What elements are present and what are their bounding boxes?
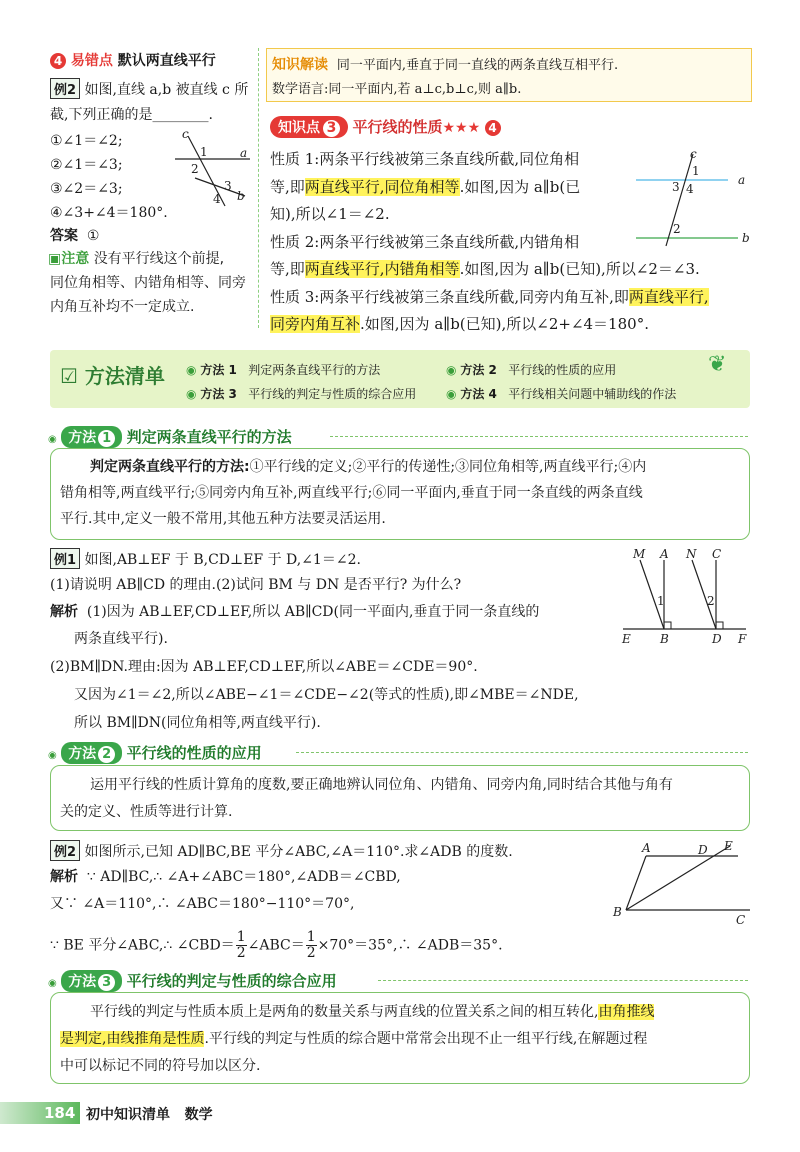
method1-line2: 错角相等,两直线平行;⑤同旁内角互补,两直线平行;⑥同一平面内,垂直于同一条直线的两条直线 [60,485,643,501]
note-line-1 [48,248,224,268]
highlight: 由角推线 [598,1004,655,1020]
method1-title: 判定两条直线平行的方法 [126,428,292,446]
label-c: C [712,547,722,561]
figure-parallel-property [628,148,758,248]
t: ∵ BE 平分∠ABC,∴ ∠CBD＝ [50,937,235,954]
t: 判定两条直线平行的方法: [90,459,250,475]
label-m: M [633,547,646,561]
figure-example2 [608,838,758,928]
kp-tag: 知识点 [278,120,320,136]
kp-number: 3 [323,120,340,137]
highlight: 是判定,由线推角是性质 [60,1031,205,1047]
t: 判定两条直线平行的方法 [248,363,381,377]
label-a: a [240,146,248,160]
kp-title: 平行线的性质 [352,118,443,136]
page-number: 184 [44,1104,76,1122]
label-b: b [742,231,750,245]
label-d: D [698,843,708,857]
bullet-icon: ◉ [446,363,457,377]
angle-3: 3 [672,180,680,194]
t: .如图,因为 a∥b(已 [459,178,581,196]
label-b: B [613,905,622,919]
t: 等,即 [270,178,305,196]
denominator: 2 [236,945,246,961]
t: ①平行线的定义;②平行的传递性;③同位角相等,两直线平行;④内 [249,459,647,475]
bullet-icon: ◉ [446,387,457,401]
dot-icon: ◉ [48,750,57,761]
label-n: N [686,547,697,561]
method2-line1: 运用平行线的性质计算角的度数,要正确地辨认同位角、内错角、同旁内角,同时结合其他与角有 [90,777,673,793]
column-divider [258,48,259,328]
q-line: 如图,直线 a,b 被直线 c 所 [84,82,249,98]
angle-2: 2 [191,162,199,176]
t: 数学 [184,1107,213,1123]
method2-badge [61,742,122,764]
example1-s2: 两条直线平行). [74,631,168,647]
note-label: 注意 [61,251,90,267]
t: .如图,因为 a∥b(已知),所以∠2＝∠3. [459,260,700,278]
figure-example1 [618,546,753,650]
answer-label: 答案 [50,228,78,244]
methods-banner-title [60,360,165,389]
t: .如图,因为 a∥b(已知),所以∠2+∠4＝180°. [360,315,649,333]
label-b: B [660,632,669,646]
error-point-title: 默认两直线平行 [117,53,216,69]
example2-s3 [50,930,503,961]
example2-s2: 又∵ ∠A＝110°,∴ ∠ABC＝180°−110°＝70°, [50,896,355,912]
angle-3: 3 [224,179,232,193]
label-c: C [736,913,746,927]
t: 方法 1 [200,363,237,377]
method2-line2: 关的定义、性质等进行计算. [60,804,233,820]
methods-item-3 [186,385,416,402]
t: 方法 2 [460,363,497,377]
label-c: c [690,148,697,161]
t: 方法 [68,746,97,762]
numerator: 1 [236,929,246,945]
option-4: ④∠3+∠4＝180°. [50,205,168,221]
example-tag: 例1 [50,548,80,569]
note-text: 没有平行线这个前提, [93,251,225,267]
knowledge-line-2: 数学语言:同一平面内,若 a⊥c,b⊥c,则 a∥b. [272,82,522,97]
highlight: 同旁内角互补 [270,315,361,333]
method-number: 2 [98,746,115,763]
label-e: E [724,839,733,853]
knowledge-point-heading [270,116,501,138]
angle-2: 2 [707,594,715,608]
method1-badge [61,426,122,448]
property1-line1: 性质 1:两条平行线被第三条直线所截,同位角相 [270,150,580,168]
t: 平行线相关问题中辅助线的作法 [508,387,677,401]
angle-4: 4 [213,192,221,206]
option-2: ②∠1＝∠3; [50,157,123,173]
method-number: 3 [98,974,115,991]
example1-s3: (2)BM∥DN.理由:因为 AB⊥EF,CD⊥EF,所以∠ABE＝∠CDE＝90°. [50,659,478,675]
example2-s1 [50,866,401,886]
method1-heading [48,426,292,448]
property1-line3: 知),所以∠1＝∠2. [270,205,390,223]
label-d: D [712,632,722,646]
angle-2: 2 [673,222,681,236]
t: 解析 [50,604,78,620]
example1-s5: 所以 BM∥DN(同位角相等,两直线平行). [74,715,321,731]
kp-badge [270,116,348,138]
method3-heading [48,970,337,992]
angle-1: 1 [657,594,665,608]
kb-text: 同一平面内,垂直于同一直线的两条直线互相平行. [336,58,619,73]
t: 如图,AB⊥EF 于 B,CD⊥EF 于 D,∠1＝∠2. [84,552,361,568]
example2-q1 [50,840,513,861]
method2-title: 平行线的性质的应用 [126,744,262,762]
method3-line1 [90,1001,654,1021]
answer-value: ① [86,228,100,244]
checkbox-icon: ☑ [60,364,78,388]
divider [330,436,748,437]
right-angle-d [716,622,723,629]
t: (1)因为 AB⊥EF,CD⊥EF,所以 AB∥CD(同一平面内,垂直于同一条直线的 [86,604,540,620]
t: 等,即 [270,260,305,278]
label-e: E [622,632,631,646]
label-a: a [738,173,746,187]
label-c: c [182,128,189,141]
method3-badge [61,970,122,992]
line-ab [626,856,646,910]
method-number: 1 [98,430,115,447]
knowledge-line-1 [272,54,618,74]
error-point-number: 4 [50,53,66,69]
figure-lines-abc [170,128,255,208]
label-b: b [237,189,245,203]
t: ∵ AD∥BC,∴ ∠A+∠ABC＝180°,∠ADB＝∠CBD, [86,869,401,885]
knowledge-tag: 知识解读 [272,57,328,73]
property3-line1 [270,286,709,307]
t: 解析 [50,869,78,885]
example1-q1 [50,548,361,569]
t: 方法 [68,974,97,990]
t: 平行线的判定与性质本质上是两角的数量关系与两直线的位置关系之间的相互转化, [90,1004,599,1020]
fraction [236,930,247,961]
method3-line2 [60,1028,647,1048]
label-a: A [660,547,669,561]
t: 平行线的判定与性质的综合应用 [248,387,417,401]
t: ×70°＝35°,∴ ∠ADB＝35°. [317,937,503,954]
fraction [306,930,317,961]
leaf-icon: ❦ [708,352,727,377]
option-3: ③∠2＝∠3; [50,181,123,197]
kp-stars: ★★★ [442,120,481,136]
methods-item-4 [446,385,676,402]
answer-line [50,225,99,245]
t: 方法 [68,430,97,446]
property1-line2 [270,176,580,197]
dot-icon: ◉ [48,434,57,445]
t: 平行线的性质的应用 [508,363,617,377]
example1-q2: (1)请说明 AB∥CD 的理由.(2)试问 BM 与 DN 是否平行? 为什么? [50,577,462,593]
method1-line3: 平行.其中,定义一般不常用,其他五种方法要灵活运用. [60,511,386,527]
bullet-icon: ◉ [186,363,197,377]
t: 方法清单 [84,364,165,388]
numerator: 1 [306,929,316,945]
note-icon: ▣ [48,251,62,267]
method1-line1 [90,456,646,476]
methods-item-2 [446,361,616,378]
denominator: 2 [306,945,316,961]
divider [296,752,748,753]
left-example-q2: 截,下列正确的是________. [50,107,213,123]
angle-4: 4 [686,182,694,196]
t: 初中知识清单 [86,1107,170,1123]
highlight: 两直线平行,内错角相等 [304,260,460,278]
angle-1: 1 [200,145,208,159]
kp-rank: 4 [485,120,501,136]
highlight: 两直线平行, [628,288,709,306]
footer-book [86,1104,213,1124]
property3-line2 [270,313,649,334]
highlight: 两直线平行,同位角相等 [304,178,460,196]
t: 方法 4 [460,387,497,401]
option-1: ①∠1＝∠2; [50,133,123,149]
angle-1: 1 [692,164,700,178]
methods-item-1 [186,361,380,378]
example1-s4: 又因为∠1＝∠2,所以∠ABE−∠1＝∠CDE−∠2(等式的性质),即∠MBE＝∠NDE, [74,687,579,703]
note-line-3: 内角互补均不一定成立. [50,299,195,315]
divider [378,980,748,981]
left-example-q1 [50,78,248,99]
error-point-heading [50,50,216,70]
right-angle-b [664,622,671,629]
example-tag: 例2 [50,840,80,861]
t: 方法 3 [200,387,237,401]
t: 如图所示,已知 AD∥BC,BE 平分∠ABC,∠A＝110°.求∠ADB 的度数. [84,844,513,860]
label-f: F [738,632,747,646]
error-point-tag: 易错点 [70,53,113,69]
property2-line2 [270,258,700,279]
bullet-icon: ◉ [186,387,197,401]
t: 性质 3:两条平行线被第三条直线所截,同旁内角互补,即 [270,288,629,306]
t: .平行线的判定与性质的综合题中常常会出现不止一组平行线,在解题过程 [204,1031,648,1047]
dot-icon: ◉ [48,978,57,989]
property2-line1: 性质 2:两条平行线被第三条直线所截,内错角相 [270,233,580,251]
label-a: A [642,841,651,855]
note-line-2: 同位角相等、内错角相等、同旁 [50,275,246,291]
method3-title: 平行线的判定与性质的综合应用 [126,972,337,990]
example1-s1 [50,601,539,621]
method3-line3: 中可以标记不同的符号加以区分. [60,1058,261,1074]
example-tag: 例2 [50,78,80,99]
method2-heading [48,742,262,764]
t: ∠ABC＝ [247,937,305,954]
